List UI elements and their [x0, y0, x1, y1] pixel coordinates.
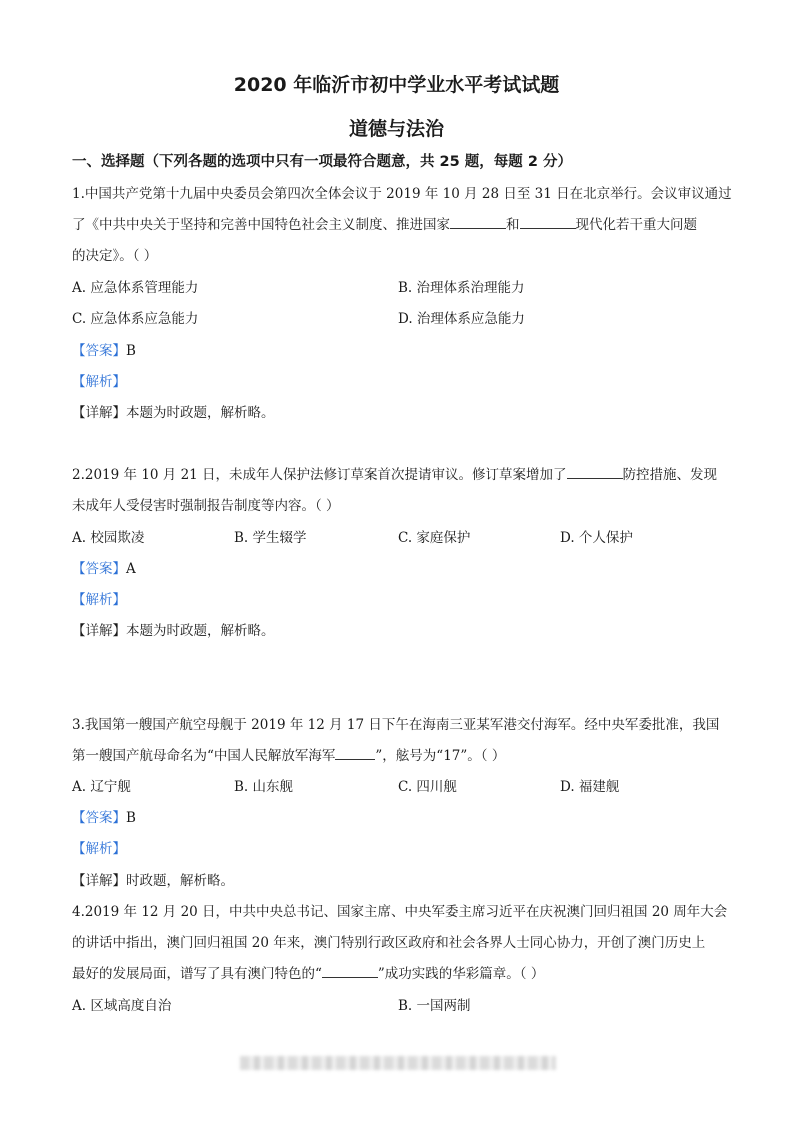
q1-detail: 【详解】本题为时政题，解析略。	[72, 405, 275, 421]
q1-stem-line1: 1.中国共产党第十九届中央委员会第四次全体会议于 2019 年 10 月 28 日至 31 日在北京举行。会议审议通过	[72, 186, 732, 202]
q2-detail: 【详解】本题为时政题，解析略。	[72, 623, 275, 639]
q4-stem-line3: 最好的发展局面，谱写了具有澳门特色的“ ”成功实践的华彩篇章。（ ）	[72, 966, 545, 982]
q3-stem-line2: 第一艘国产航母命名为“中国人民解放军海军 ”，舷号为“17”。（ ）	[72, 748, 506, 764]
q3-stem-line1: 3.我国第一艘国产航空母舰于 2019 年 12 月 17 日下午在海南三亚某军港交付海军。经中央军委批准，我国	[72, 717, 720, 733]
q3-option-a: A. 辽宁舰	[72, 779, 131, 795]
q3-option-c: C. 四川舰	[398, 779, 457, 795]
q1-option-d: D. 治理体系应急能力	[398, 311, 525, 327]
q2-stem-line2: 未成年人受侵害时强制报告制度等内容。（ ）	[72, 498, 340, 514]
q3-analysis: 【解析】	[72, 841, 126, 857]
q4-option-b: B. 一国两制	[398, 998, 471, 1014]
q3-detail: 【详解】时政题，解析略。	[72, 873, 234, 889]
q2-option-c: C. 家庭保护	[398, 530, 471, 546]
exam-title: 2020 年临沂市初中学业水平考试试题	[233, 74, 560, 96]
q1-stem-line2: 了《中共中央关于坚持和完善中国特色社会主义制度、推进国家 和 现代化若干重大问题	[72, 217, 697, 233]
blank	[520, 227, 576, 229]
q2-stem-line1: 2.2019 年 10 月 21 日，未成年人保护法修订草案首次提请审议。修订草案增加了 防控措施、发现	[72, 467, 718, 483]
blank	[322, 976, 378, 978]
q2-option-d: D. 个人保护	[560, 530, 633, 546]
q3-answer: 【答案】B	[72, 810, 136, 826]
q3-option-d: D. 福建舰	[560, 779, 620, 795]
q2-option-b: B. 学生辍学	[234, 530, 307, 546]
blank	[450, 227, 506, 229]
q2-option-a: A. 校园欺凌	[72, 530, 145, 546]
q1-stem-line3: 的决定》。（ ）	[72, 248, 158, 264]
q4-option-a: A. 区域高度自治	[72, 998, 172, 1014]
q2-answer: 【答案】A	[72, 561, 136, 577]
q1-analysis: 【解析】	[72, 374, 126, 390]
q2-analysis: 【解析】	[72, 592, 126, 608]
blurred-footer-watermark	[240, 1056, 556, 1070]
q4-stem-line1: 4.2019 年 12 月 20 日，中共中央总书记、国家主席、中央军委主席习近平在庆祝澳门回归祖国 20 周年大会	[72, 904, 728, 920]
section-heading: 一、选择题（下列各题的选项中只有一项最符合题意，共 25 题，每题 2 分）	[72, 154, 572, 170]
subject-title: 道德与法治	[348, 118, 444, 140]
q4-stem-line2: 的讲话中指出，澳门回归祖国 20 年来，澳门特别行政区政府和社会各界人士同心协力，开创了澳门历史上	[72, 935, 706, 951]
q1-option-c: C. 应急体系应急能力	[72, 311, 199, 327]
q3-option-b: B. 山东舰	[234, 779, 294, 795]
q1-option-b: B. 治理体系治理能力	[398, 280, 525, 296]
blank	[567, 477, 623, 479]
blank	[335, 758, 375, 760]
q1-option-a: A. 应急体系管理能力	[72, 280, 199, 296]
q1-answer: 【答案】B	[72, 343, 136, 359]
